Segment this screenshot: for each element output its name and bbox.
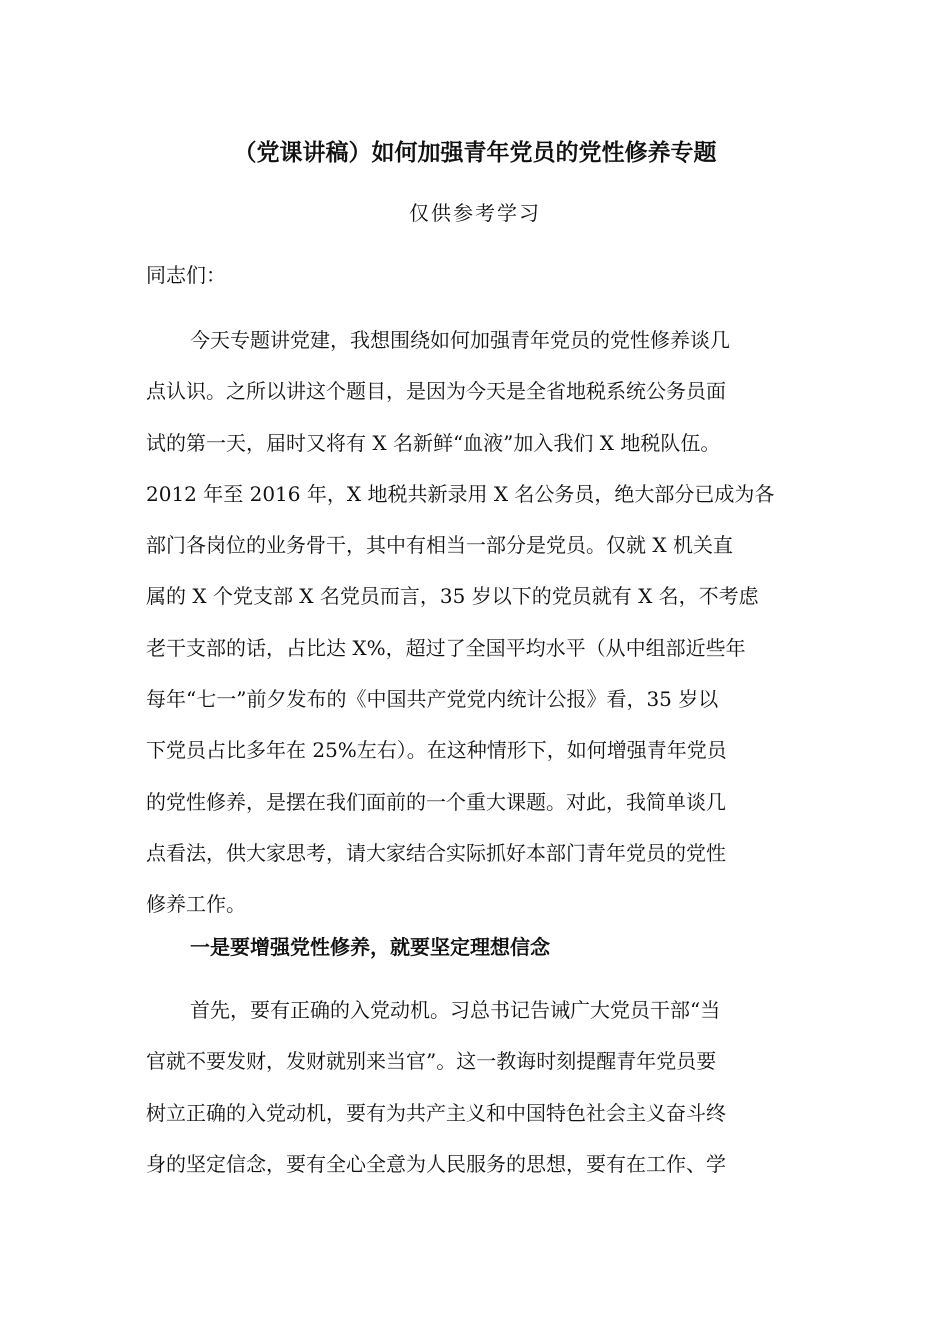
paragraph-line: 下党员占比多年在 25%左右）。在这种情形下，如何增强青年党员	[146, 738, 727, 763]
document-title: （党课讲稿）如何加强青年党员的党性修养专题	[233, 139, 717, 166]
paragraph-line: 首先，要有正确的入党动机。习总书记告诫广大党员干部“当	[190, 998, 721, 1022]
paragraph-line: 每年“七一”前夕发布的《中国共产党党内统计公报》看，35 岁以	[146, 687, 719, 712]
document-subtitle: 仅供参考学习	[409, 201, 541, 225]
paragraph-line: 点认识。之所以讲这个题目，是因为今天是全省地税系统公务员面	[146, 379, 726, 404]
paragraph-line: 的党性修养，是摆在我们面前的一个重大课题。对此，我简单谈几	[146, 789, 726, 814]
paragraph-line: 属的 X 个党支部 X 名党员而言，35 岁以下的党员就有 X 名，不考虑	[146, 584, 759, 609]
paragraph-line: 老干支部的话，占比达 X%，超过了全国平均水平（从中组部近些年	[146, 635, 746, 660]
paragraph-line: 树立正确的入党动机，要有为共产主义和中国特色社会主义奋斗终	[146, 1100, 726, 1125]
paragraph-section-one	[146, 992, 806, 1197]
paragraph-line: 修养工作。	[146, 892, 246, 917]
paragraph-line: 部门各岗位的业务骨干，其中有相当一部分是党员。仅就 X 机关直	[146, 533, 733, 558]
paragraph-line: 点看法，供大家思考，请大家结合实际抓好本部门青年党员的党性	[146, 840, 726, 865]
paragraph-line: 身的坚定信念，要有全心全意为人民服务的思想，要有在工作、学	[146, 1151, 726, 1176]
paragraph-line: 试的第一天，届时又将有 X 名新鲜“血液”加入我们 X 地税队伍。	[146, 430, 721, 455]
paragraph-intro	[146, 322, 806, 938]
section-heading: 一是要增强党性修养，就要坚定理想信念	[190, 935, 550, 959]
paragraph-line: 今天专题讲党建，我想围绕如何加强青年党员的党性修养谈几	[190, 328, 730, 352]
salutation: 同志们：	[146, 263, 226, 287]
paragraph-line: 官就不要发财，发财就别来当官”。这一教诲时刻提醒青年党员要	[146, 1049, 717, 1074]
paragraph-line: 2012 年至 2016 年，X 地税共新录用 X 名公务员，绝大部分已成为各	[146, 481, 775, 506]
